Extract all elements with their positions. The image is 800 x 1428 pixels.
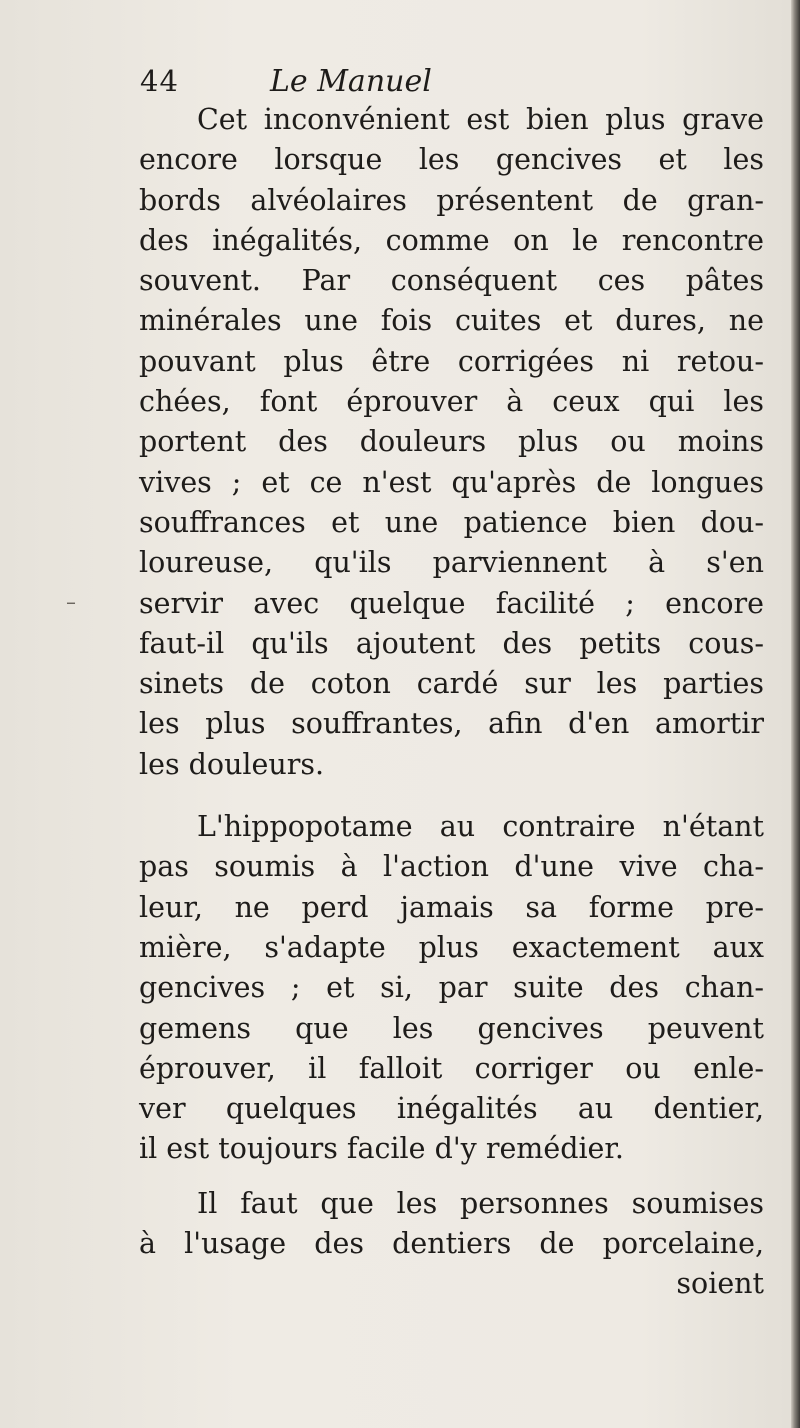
text-line: ver quelques inégalités au dentier, xyxy=(139,1092,764,1126)
catchword: soient xyxy=(676,1267,764,1301)
text-line: gencives ; et si, par suite des chan- xyxy=(139,971,764,1005)
text-line: Il faut que les personnes soumises xyxy=(197,1186,764,1220)
text-line: les douleurs. xyxy=(139,747,325,781)
page-edge-shadow xyxy=(791,0,800,1428)
body-text xyxy=(139,100,764,1304)
running-title: Le Manuel xyxy=(270,64,432,99)
text-line: mière, s'adapte plus exactement aux xyxy=(139,930,764,964)
text-line: souvent. Par conséquent ces pâtes xyxy=(139,264,764,298)
text-line: L'hippopotame au contraire n'étant xyxy=(197,810,764,844)
text-line: souffrances et une patience bien dou- xyxy=(139,505,764,539)
paragraph-2 xyxy=(139,807,764,1170)
text-line: minérales une fois cuites et dures, ne xyxy=(139,304,764,338)
text-line: les plus souffrantes, afin d'en amortir xyxy=(139,707,764,741)
text-line: il est toujours facile d'y remédier. xyxy=(139,1132,624,1166)
margin-mark: – xyxy=(66,590,76,614)
text-line: pas soumis à l'action d'une vive cha- xyxy=(139,850,764,884)
text-line: vives ; et ce n'est qu'après de longues xyxy=(139,465,764,499)
text-line: pouvant plus être corrigées ni retou- xyxy=(139,344,764,378)
paragraph-gap xyxy=(139,785,764,807)
page-number: 44 xyxy=(140,64,179,98)
paragraph-1 xyxy=(139,100,764,785)
text-line: servir avec quelque facilité ; encore xyxy=(139,586,764,620)
text-line: gemens que les gencives peuvent xyxy=(139,1011,764,1045)
text-line: sinets de coton cardé sur les parties xyxy=(139,667,764,701)
text-line: portent des douleurs plus ou moins xyxy=(139,425,764,459)
text-line: chées, font éprouver à ceux qui les xyxy=(139,385,764,419)
paragraph-gap xyxy=(139,1170,764,1184)
text-line: éprouver, il falloit corriger ou enle- xyxy=(139,1051,764,1085)
text-line: leur, ne perd jamais sa forme pre- xyxy=(139,890,764,924)
text-line: des inégalités, comme on le rencontre xyxy=(139,223,764,257)
text-line: à l'usage des dentiers de porcelaine, xyxy=(139,1227,764,1261)
text-line: loureuse, qu'ils parviennent à s'en xyxy=(139,546,764,580)
paragraph-3 xyxy=(139,1184,764,1265)
text-line: faut-il qu'ils ajoutent des petits cous- xyxy=(139,626,764,660)
page-header xyxy=(140,64,660,104)
text-line: bords alvéolaires présentent de gran- xyxy=(139,183,764,217)
text-line: encore lorsque les gencives et les xyxy=(139,143,764,177)
text-line: Cet inconvénient est bien plus grave xyxy=(197,103,764,136)
